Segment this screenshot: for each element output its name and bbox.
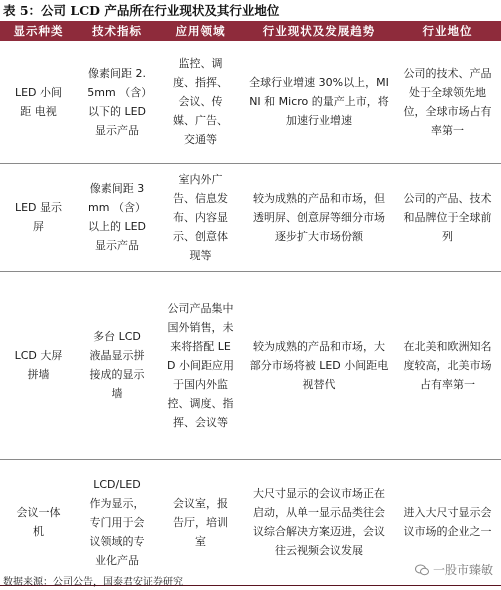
cell-spec: 多台 LCD 液晶显示拼接成的显示墙: [77, 271, 157, 459]
cell-application: 室内外广告、信息发布、内容显示、创意体现等: [157, 163, 244, 271]
cell-position: 公司的技术、产品处于全球领先地位，全球市场占有率第一: [394, 41, 501, 163]
cell-application: 监控、调度、指挥、会议、传媒、广告、交通等: [157, 41, 244, 163]
cell-trend: 大尺寸显示的会议市场正在启动，从单一显示品类往会议综合解决方案迈进，会议往云视频会议发展: [244, 459, 394, 585]
cell-position: 公司的产品、技术和品牌位于全球前列: [394, 163, 501, 271]
table-row: [0, 163, 501, 271]
cell-trend: 较为成熟的产品和市场，大部分市场将被 LED 小间距电视替代: [244, 271, 394, 459]
cell-type: LED 小间距 电视: [0, 41, 77, 163]
cell-trend: 较为成熟的产品和市场，但透明屏、创意屏等细分市场逐步扩大市场份额: [244, 163, 394, 271]
cell-type: 会议一体 机: [0, 459, 77, 585]
data-source-note: 数据来源：公司公告，国泰君安证券研究: [3, 577, 183, 588]
header-position: 行业地位: [394, 21, 501, 41]
table-title: 表 5：公司 LCD 产品所在行业现状及其行业地位: [3, 3, 280, 18]
cell-application: 会议室，报告厅，培训室: [157, 459, 244, 585]
header-application: 应用领域: [157, 21, 244, 41]
table-header-row: [0, 21, 501, 41]
cell-spec: 像素间距 3mm （含）以上的 LED 显示产品: [77, 163, 157, 271]
cell-position: 进入大尺寸显示会议市场的企业之一: [394, 459, 501, 585]
watermark: [415, 561, 493, 578]
watermark-text: 一股市臻敏: [432, 563, 493, 577]
wechat-icon: [415, 564, 429, 576]
industry-table: [0, 21, 501, 586]
cell-position: 在北美和欧洲知名度较高，北美市场占有率第一: [394, 271, 501, 459]
header-trend: 行业现状及发展趋势: [244, 21, 394, 41]
cell-spec: LCD/LED 作为显示，专门用于会议领域的专业化产品: [77, 459, 157, 585]
table-row: [0, 41, 501, 163]
cell-spec: 像素间距 2.5mm （含）以下的 LED 显示产品: [77, 41, 157, 163]
header-tech-spec: 技术指标: [77, 21, 157, 41]
cell-application: 公司产品集中国外销售，未来将搭配 LED 小间距应用于国内外监控、调度、指挥、会议等: [157, 271, 244, 459]
cell-type: LCD 大屏 拼墙: [0, 271, 77, 459]
cell-trend: 全球行业增速 30%以上，MINI 和 Micro 的量产上市，将加速行业增速: [244, 41, 394, 163]
table-row: [0, 271, 501, 459]
header-display-type: 显示种类: [0, 21, 77, 41]
cell-type: LED 显示屏: [0, 163, 77, 271]
